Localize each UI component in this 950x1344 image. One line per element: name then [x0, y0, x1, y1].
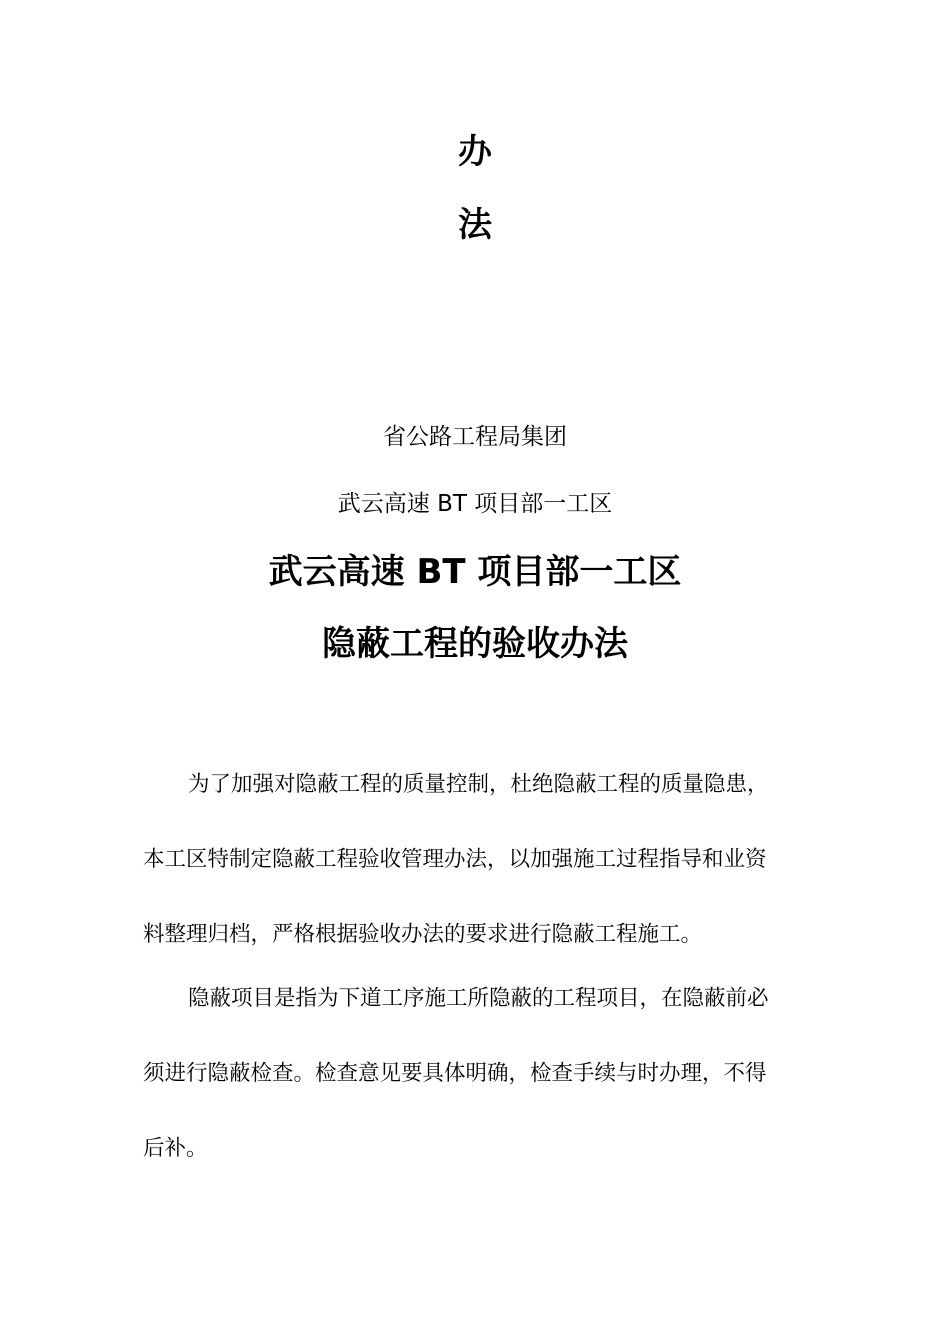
paragraph-1-line-1: 为了加强对隐蔽工程的质量控制，杜绝隐蔽工程的质量隐患，: [188, 772, 769, 797]
org-department: 武云高速 BT 项目部一工区: [337, 491, 613, 517]
paragraph-1-line-3: 料整理归档，严格根据验收办法的要求进行隐蔽工程施工。: [143, 922, 703, 947]
cover-char-2: 法: [458, 205, 492, 245]
document-title-line-2: 隐蔽工程的验收办法: [322, 624, 628, 664]
paragraph-1-line-2: 本工区特制定隐蔽工程验收管理办法，以加强施工过程指导和业资: [143, 847, 767, 872]
cover-char-1: 办: [458, 132, 492, 172]
document-title-line-1: 武云高速 BT 项目部一工区: [268, 552, 682, 592]
org-name: 省公路工程局集团: [383, 424, 567, 450]
paragraph-2-line-3: 后补。: [143, 1136, 208, 1161]
paragraph-2-line-2: 须进行隐蔽检查。检查意见要具体明确，检查手续与时办理，不得: [143, 1061, 767, 1086]
paragraph-2-line-1: 隐蔽项目是指为下道工序施工所隐蔽的工程项目，在隐蔽前必: [188, 986, 769, 1011]
